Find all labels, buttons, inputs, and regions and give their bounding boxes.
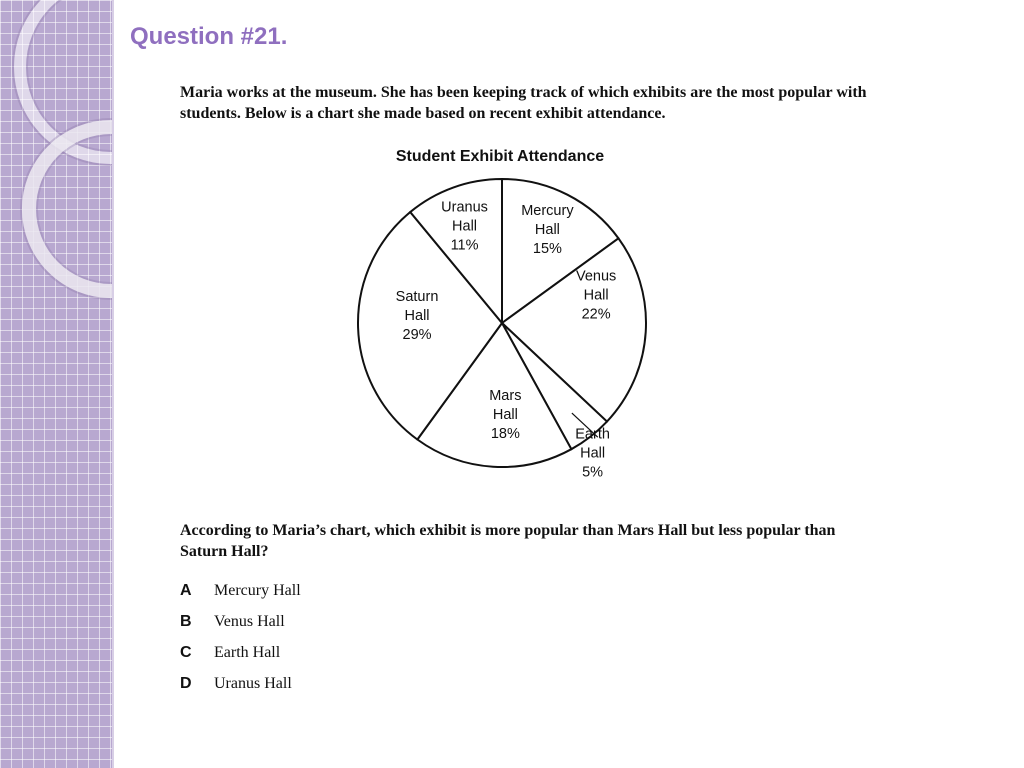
slice-label-mercury-hall: Mercury Hall 15% — [521, 202, 574, 257]
answer-choice-c[interactable] — [180, 637, 301, 668]
choice-letter: A — [180, 581, 192, 599]
slice-label-uranus-hall: Uranus Hall 11% — [441, 199, 488, 254]
slice-label-earth-hall: Earth Hall 5% — [575, 426, 610, 481]
slice-label-venus-hall: Venus Hall 22% — [575, 268, 617, 323]
slice-label-mars-hall: Mars Hall 18% — [489, 387, 522, 442]
decorative-sidebar — [0, 0, 114, 768]
choice-letter: D — [180, 674, 192, 692]
answer-choice-b[interactable] — [180, 606, 301, 637]
slice-label-saturn-hall: Saturn Hall 29% — [395, 289, 439, 344]
question-text: According to Maria’s chart, which exhibit is more popular than Mars Hall but less popular than Saturn Hall? — [180, 522, 836, 560]
answer-choice-a[interactable] — [180, 575, 301, 606]
choice-text: Earth Hall — [214, 643, 281, 661]
choice-text: Uranus Hall — [214, 674, 292, 692]
chart-title: Student Exhibit Attendance — [395, 148, 605, 165]
choice-text: Mercury Hall — [214, 581, 301, 599]
choice-letter: B — [180, 612, 192, 630]
question-intro: Maria works at the museum. She has been keeping track of which exhibits are the most popular with students. Below is a chart she made based on recent exhibit attendance. — [180, 84, 867, 122]
answer-choices — [180, 575, 301, 699]
decorative-ring — [22, 120, 114, 298]
pie-chart — [340, 170, 670, 500]
answer-choice-d[interactable] — [180, 668, 301, 699]
choice-text: Venus Hall — [214, 612, 285, 630]
slide-title: Question #21. — [130, 23, 288, 50]
choice-letter: C — [180, 643, 192, 661]
